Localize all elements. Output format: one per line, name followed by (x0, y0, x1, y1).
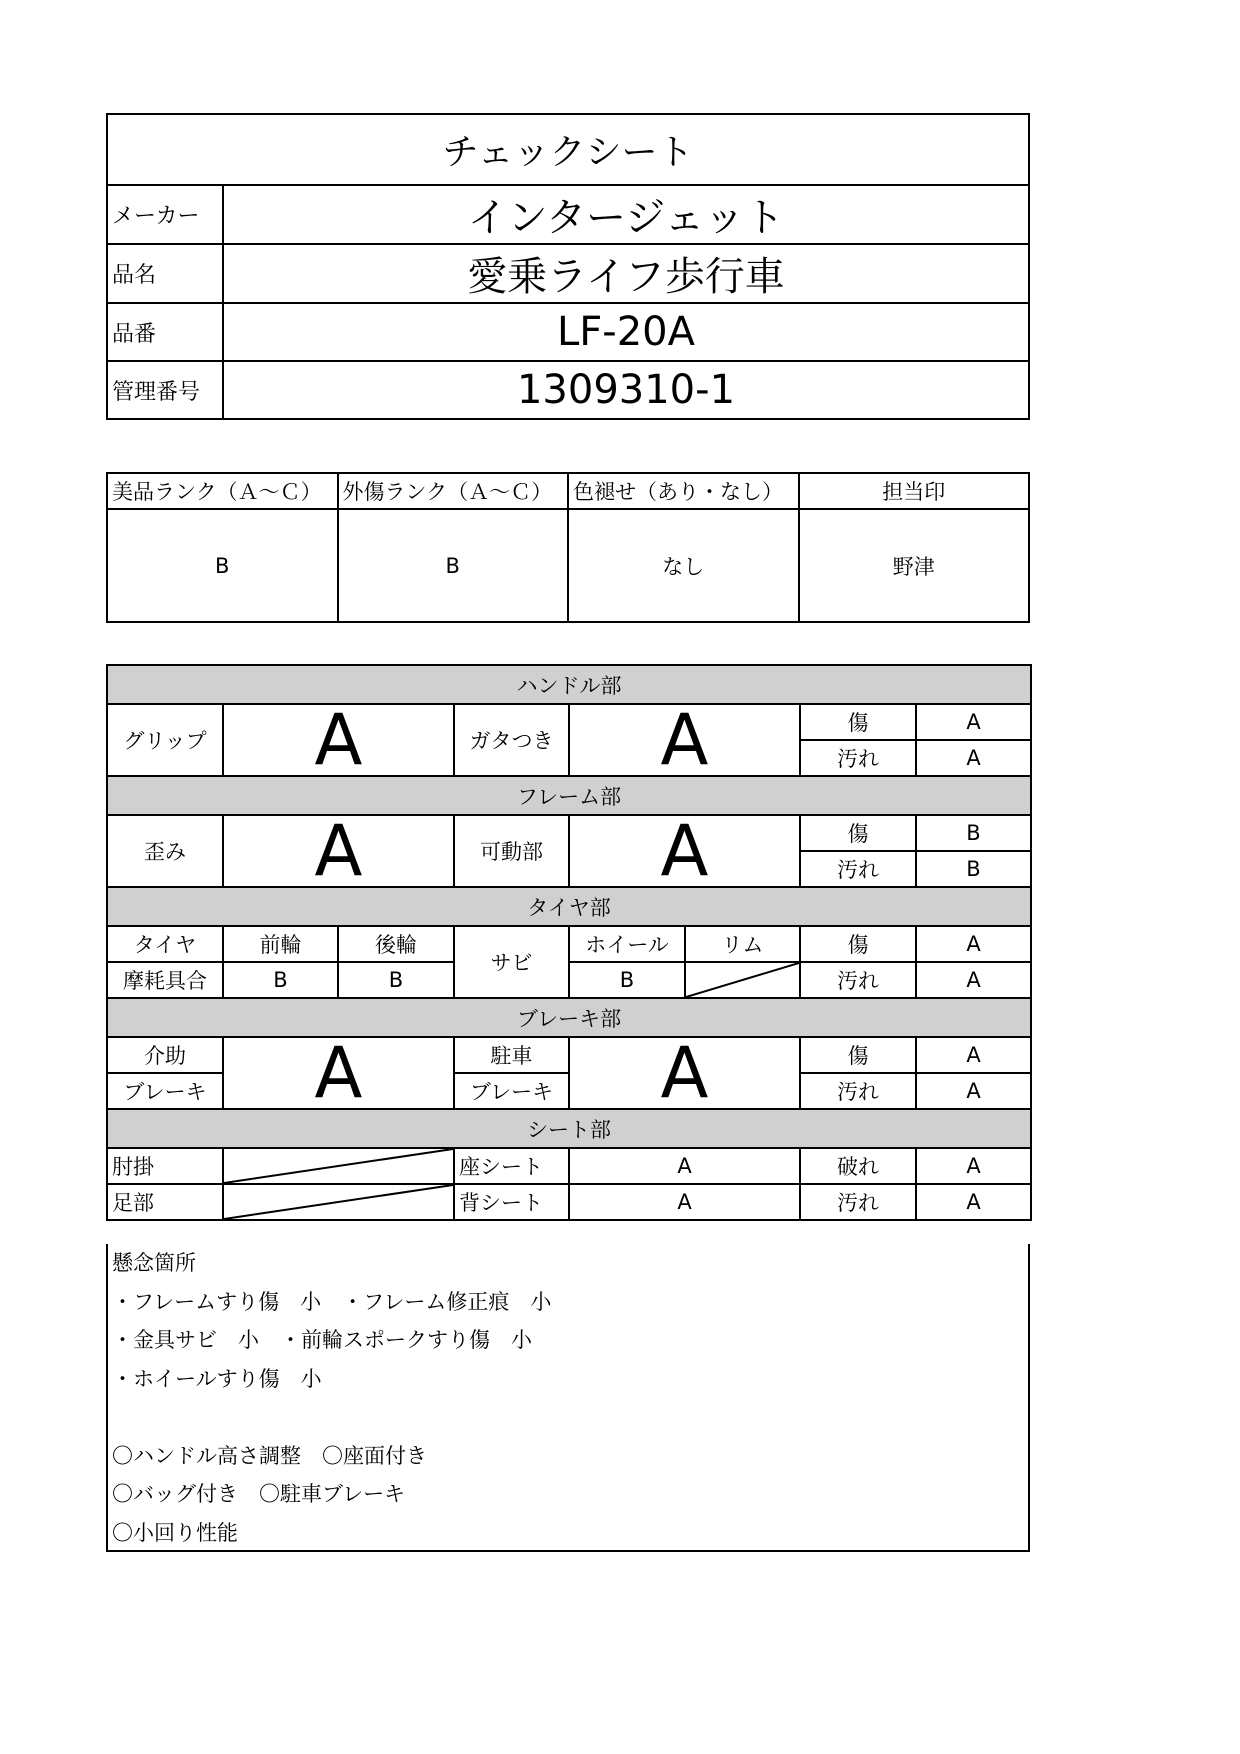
brake-dirt-value: A (916, 1073, 1031, 1109)
assist-brake-value: A (223, 1037, 454, 1109)
tire-section-title: タイヤ部 (107, 887, 1031, 926)
tire-wear-label-2: 摩耗具合 (107, 962, 223, 998)
seat-section-title: シート部 (107, 1109, 1031, 1148)
brake-scratch-label: 傷 (800, 1037, 916, 1073)
grip-value: A (223, 704, 454, 776)
grip-label: グリップ (107, 704, 223, 776)
tear-label: 破れ (800, 1148, 916, 1184)
back-seat-value: A (569, 1184, 800, 1220)
armrest-label: 肘掛 (107, 1148, 223, 1184)
foot-value-na (223, 1184, 454, 1220)
armrest-value-na (223, 1148, 454, 1184)
tire-wear-label-1: タイヤ (107, 926, 223, 962)
diagonal-slash (224, 1149, 453, 1183)
rim-label: リム (685, 926, 800, 962)
rear-wheel-label: 後輪 (338, 926, 454, 962)
features-line: 〇バッグ付き 〇駐車ブレーキ (112, 1482, 406, 1506)
tire-dirt-value: A (916, 962, 1031, 998)
tear-value: A (916, 1148, 1031, 1184)
product-name-value: 愛乗ライフ歩行車 (223, 244, 1029, 303)
product-number-value: LF-20A (223, 303, 1029, 361)
fading-value: なし (568, 509, 799, 622)
product-number-label: 品番 (107, 303, 223, 361)
inspector-stamp: 野津 (799, 509, 1030, 622)
foot-label: 足部 (107, 1184, 223, 1220)
handle-scratch-value: A (916, 704, 1031, 740)
frame-scratch-label: 傷 (800, 815, 916, 851)
beauty-rank-header: 美品ランク（Ａ～Ｃ） (107, 473, 338, 509)
moving-part-value: A (569, 815, 800, 887)
tire-dirt-label: 汚れ (800, 962, 916, 998)
frame-scratch-value: B (916, 815, 1031, 851)
frame-section-title: フレーム部 (107, 776, 1031, 815)
notes-line (112, 1398, 1028, 1437)
assist-brake-label-2: ブレーキ (107, 1073, 223, 1109)
inspector-header: 担当印 (799, 473, 1030, 509)
front-wheel-label: 前輪 (223, 926, 338, 962)
seat-dirt-label: 汚れ (800, 1184, 916, 1220)
frame-dirt-value: B (916, 851, 1031, 887)
fading-header: 色褪せ（あり・なし） (568, 473, 799, 509)
front-wheel-value: B (223, 962, 338, 998)
parking-brake-value: A (569, 1037, 800, 1109)
tire-scratch-label: 傷 (800, 926, 916, 962)
diagonal-slash (686, 963, 799, 997)
damage-rank-value: B (338, 509, 569, 622)
management-number-label: 管理番号 (107, 361, 223, 419)
play-value: A (569, 704, 800, 776)
maker-value: インタージェット (223, 185, 1029, 244)
warp-label: 歪み (107, 815, 223, 887)
handle-dirt-label: 汚れ (800, 740, 916, 776)
product-name-label: 品名 (107, 244, 223, 303)
notes-line: ・ホイールすり傷 小 (112, 1366, 322, 1391)
features-line: 〇ハンドル高さ調整 〇座面付き (112, 1443, 427, 1468)
warp-value: A (223, 815, 454, 887)
rim-value-na (685, 962, 800, 998)
diagonal-slash (224, 1185, 453, 1219)
handle-scratch-label: 傷 (800, 704, 916, 740)
handle-dirt-value: A (916, 740, 1031, 776)
back-seat-label: 背シート (454, 1184, 569, 1220)
wheel-label: ホイール (569, 926, 685, 962)
maker-label: メーカー (107, 185, 223, 244)
beauty-rank-value: B (107, 509, 338, 622)
handle-section-title: ハンドル部 (107, 665, 1031, 704)
notes-line: ・フレームすり傷 小 ・フレーム修正痕 小 (112, 1289, 552, 1314)
tire-scratch-value: A (916, 926, 1031, 962)
concerns-notes (106, 1244, 1030, 1552)
seat-dirt-value: A (916, 1184, 1031, 1220)
inspection-table (106, 664, 1032, 1221)
brake-dirt-label: 汚れ (800, 1073, 916, 1109)
moving-part-label: 可動部 (454, 815, 569, 887)
damage-rank-header: 外傷ランク（Ａ～Ｃ） (338, 473, 569, 509)
product-info-table (106, 113, 1030, 420)
parking-brake-label-1: 駐車 (454, 1037, 569, 1073)
wheel-value: B (569, 962, 685, 998)
frame-dirt-label: 汚れ (800, 851, 916, 887)
management-number-value: 1309310-1 (223, 361, 1029, 419)
seat-label: 座シート (454, 1148, 569, 1184)
brake-section-title: ブレーキ部 (107, 998, 1031, 1037)
rear-wheel-value: B (338, 962, 454, 998)
assist-brake-label-1: 介助 (107, 1037, 223, 1073)
play-label: ガタつき (454, 704, 569, 776)
sheet-title: チェックシート (107, 114, 1029, 185)
rank-table (106, 472, 1030, 623)
features-line: 〇小回り性能 (112, 1520, 238, 1545)
seat-value: A (569, 1148, 800, 1184)
notes-line: ・金具サビ 小 ・前輪スポークすり傷 小 (112, 1328, 532, 1352)
parking-brake-label-2: ブレーキ (454, 1073, 569, 1109)
brake-scratch-value: A (916, 1037, 1031, 1073)
notes-heading: 懸念箇所 (112, 1251, 196, 1275)
rust-label: サビ (454, 926, 569, 998)
